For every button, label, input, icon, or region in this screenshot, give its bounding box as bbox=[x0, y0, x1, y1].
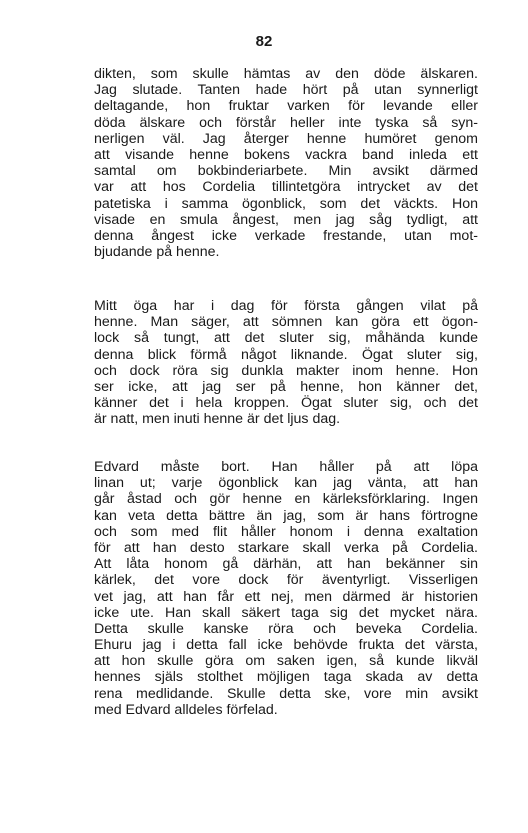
text-line: nerligen väl. Jag återger henne humöret genom bbox=[94, 130, 478, 147]
text-line: dikten, som skulle hämtas av den döde älskaren. bbox=[94, 66, 478, 82]
text-line: linan ut; varje ögonblick kan jag vänta, att han bbox=[94, 475, 478, 492]
text-line: samtal om bokbinderiarbete. Min avsikt därmed bbox=[94, 163, 478, 180]
text-line: att hon skulle göra om saken igen, så kunde likväl bbox=[94, 653, 478, 670]
text-line: är natt, men inuti henne är det ljus dag. bbox=[94, 411, 341, 428]
text-line: döda älskare och förstår heller inte tyska så syn- bbox=[94, 114, 478, 131]
text-line: hennes själs stolthet möjligen taga skada av detta bbox=[94, 669, 478, 686]
text-line: Ehuru jag i detta fall icke behövde frukta det värsta, bbox=[94, 637, 478, 654]
text-line: var att hos Cordelia tillintetgöra intrycket av det bbox=[94, 179, 478, 196]
text-line: lock så tungt, att det sluter sig, måhända kunde bbox=[94, 330, 478, 347]
text-line: Mitt öga har i dag för första gången vilat på bbox=[94, 298, 478, 314]
text-line: och dock röra sig dunkla makter inom henne. Hon bbox=[94, 362, 478, 379]
text-line: deltagande, hon fruktar varken för levande eller bbox=[94, 98, 478, 115]
text-line: för att han desto starkare skall verka på Cordelia. bbox=[94, 539, 478, 556]
text-line: denna blick förmå något liknande. Ögat sluter sig, bbox=[94, 346, 478, 363]
text-line: denna ångest icke verkade frestande, utan mot- bbox=[94, 227, 478, 244]
text-line: Edvard måste bort. Han håller på att löpa bbox=[94, 459, 478, 475]
text-line: att visande henne bokens vackra band inleda ett bbox=[94, 146, 478, 163]
text-line: ser icke, att jag ser på henne, hon känner det, bbox=[94, 378, 478, 395]
text-line: rena medlidande. Skulle detta ske, vore min avsikt bbox=[94, 685, 478, 702]
text-line: patetiska i samma ögonblick, som det väckts. Hon bbox=[94, 195, 478, 212]
paragraph-1 bbox=[94, 66, 478, 260]
text-line: vet jag, att han får ett nej, men därmed är historien bbox=[94, 588, 478, 605]
paragraph-3 bbox=[94, 459, 478, 718]
text-line: icke ute. Han skall säkert taga sig det mycket nära. bbox=[94, 604, 478, 621]
text-line: känner det i hela kroppen. Ögat sluter sig, och det bbox=[94, 395, 478, 412]
text-line: henne. Man säger, att sömnen kan göra ett ögon- bbox=[94, 314, 478, 331]
text-line: kärlek, det vore dock för äventyrligt. Visserligen bbox=[94, 572, 478, 589]
text-line: Detta skulle kanske röra och beveka Cordelia. bbox=[94, 620, 478, 637]
text-line: visade en smula ångest, men jag såg tydligt, att bbox=[94, 211, 478, 228]
text-line: Jag slutade. Tanten hade hört på utan synnerligt bbox=[94, 82, 478, 99]
text-line: kan veta detta bättre än jag, som är hans förtrogne bbox=[94, 507, 478, 524]
page-number: 82 bbox=[255, 33, 273, 50]
text-line: med Edvard alldeles förfelad. bbox=[94, 701, 278, 718]
text-line: Att låta honom gå därhän, att han bekänner sin bbox=[94, 556, 478, 573]
text-line: och som med flit håller honom i denna exaltation bbox=[94, 523, 478, 540]
text-line: går åstad och gör henne en kärleksförklaring. Ingen bbox=[94, 491, 478, 508]
text-line: bjudande på henne. bbox=[94, 244, 220, 261]
paragraph-2 bbox=[94, 298, 478, 428]
